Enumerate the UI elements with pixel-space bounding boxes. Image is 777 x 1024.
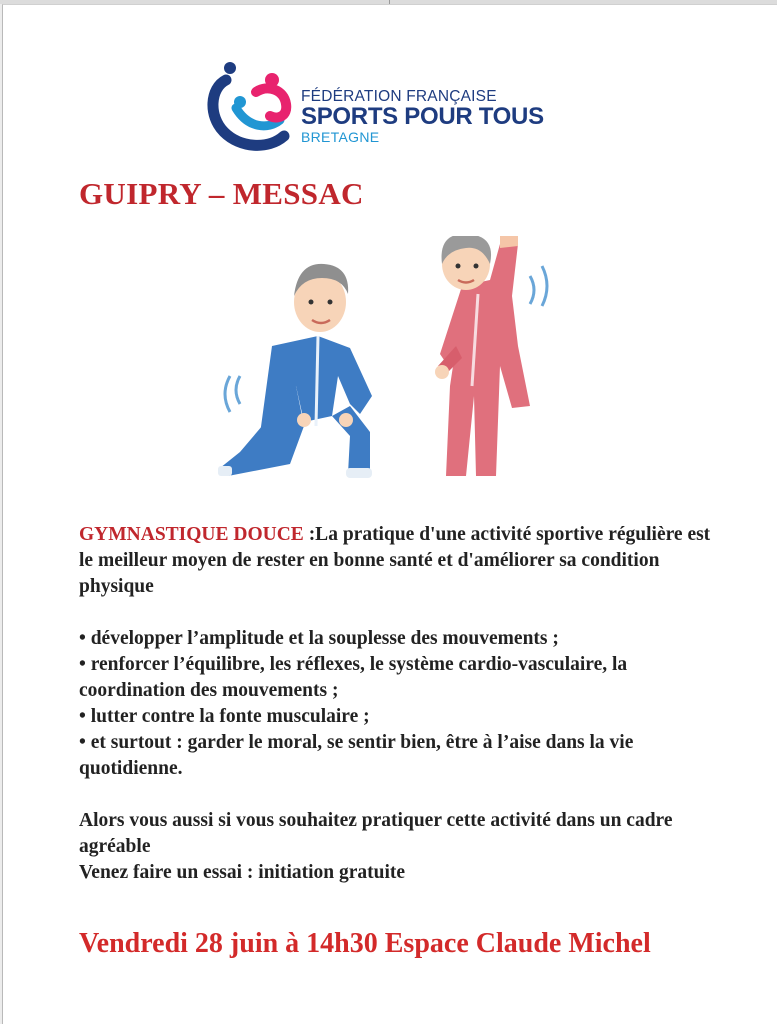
ffspt-logo-icon bbox=[206, 58, 298, 154]
logo-line-region: BRETAGNE bbox=[301, 129, 380, 145]
paragraph-gap bbox=[79, 600, 719, 626]
paragraph-gap bbox=[79, 782, 719, 808]
bullet-item: • renforcer l’équilibre, les réflexes, le système cardio-vasculaire, la coordination des mouvements ; bbox=[79, 654, 628, 701]
intro-paragraph bbox=[79, 522, 719, 600]
senior-man-figure bbox=[218, 264, 372, 478]
logo-line-federation: FÉDÉRATION FRANÇAISE bbox=[301, 88, 497, 105]
closing-line-trial: Venez faire un essai : initiation gratuite bbox=[79, 862, 406, 883]
bullet-item: • lutter contre la fonte musculaire ; bbox=[79, 706, 370, 727]
senior-woman-figure bbox=[435, 236, 547, 476]
closing-line: Alors vous aussi si vous souhaitez pratiquer cette activité dans un cadre agréable bbox=[79, 810, 673, 857]
page-title: GUIPRY – MESSAC bbox=[79, 176, 364, 211]
intro-text: :La pratique d'une activité sportive régulière est le meilleur moyen de rester en bonne santé et d'améliorer sa condition physique bbox=[79, 524, 711, 597]
ffspt-logo bbox=[206, 58, 566, 158]
bullet-item: • et surtout : garder le moral, se sentir bien, être à l’aise dans la vie quotidienne. bbox=[79, 732, 634, 779]
bullet-item: • développer l’amplitude et la souplesse des mouvements ; bbox=[79, 628, 559, 649]
description-text bbox=[79, 522, 719, 886]
logo-line-sports: SPORTS POUR TOUS bbox=[301, 103, 544, 130]
logo-text bbox=[301, 88, 544, 145]
event-date-location: Vendredi 28 juin à 14h30 Espace Claude Michel bbox=[79, 928, 651, 959]
activity-name: GYMNASTIQUE DOUCE bbox=[79, 524, 309, 545]
seniors-stretching-illustration bbox=[200, 236, 560, 486]
